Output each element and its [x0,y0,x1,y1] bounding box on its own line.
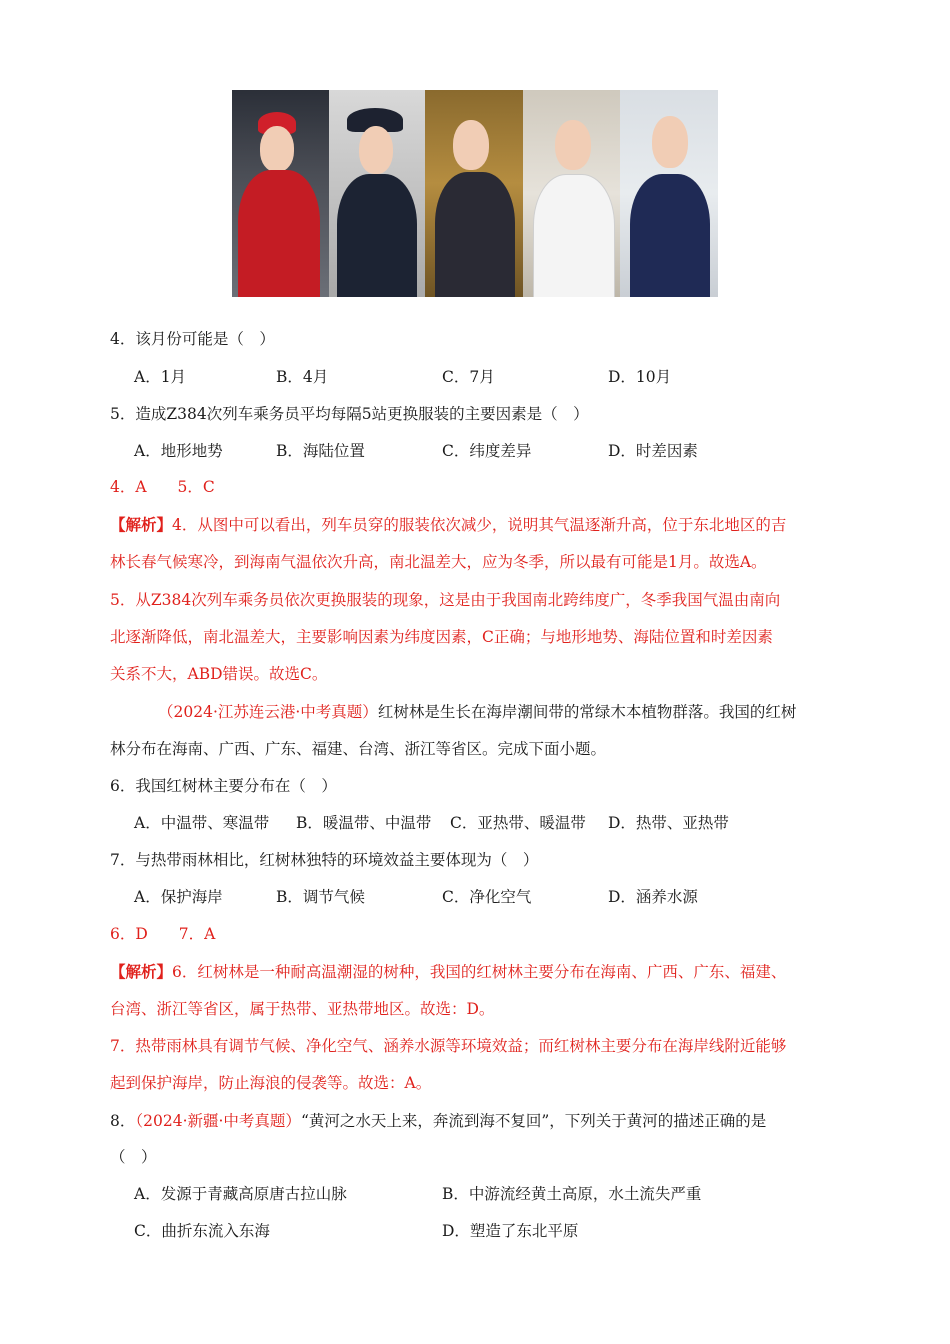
explanation-5-line-3: 关系不大，ABD错误。故选C。 [110,665,328,683]
question-7-stem: 7．与热带雨林相比，红树林独特的环境效益主要体现为（ ） [110,851,539,869]
photo-panel-dark-uniform [425,90,523,297]
question-8-paren: （ ） [110,1148,157,1166]
photo-panel-white-shirt [523,90,620,297]
source-xinjiang: （2024·新疆·中考真题） [135,1112,301,1130]
q8-option-d: D．塑造了东北平原 [442,1222,579,1240]
q6-option-d: D．热带、亚热带 [608,814,729,832]
explanation-6-line-2: 台湾、浙江等省区，属于热带、亚热带地区。故选：D。 [110,1000,495,1018]
question-8-stem: “黄河之水天上来，奔流到海不复回”，下列关于黄河的描述正确的是 [300,1112,767,1130]
attendants-photo-strip [232,90,718,297]
answers-6-7: 6．D 7．A [110,925,216,943]
q4-option-b: B．4月 [276,368,329,386]
explanation-tag-6-7: 【解析】 [110,962,173,981]
photo-panel-navy-coat [329,90,425,297]
explanation-6-line-1: 6．红树林是一种耐高温潮湿的树种，我国的红树林主要分布在海南、广西、广东、福建、 [172,963,787,981]
q7-option-b: B．调节气候 [276,888,365,906]
question-8-number: 8． [110,1112,136,1130]
question-5-stem: 5．造成Z384次列车乘务员平均每隔5站更换服装的主要因素是（ ） [110,405,589,423]
q6-option-a: A．中温带、寒温带 [134,814,270,832]
q8-option-b: B．中游流经黄土高原，水土流失严重 [442,1185,702,1203]
explanation-7-line-2: 起到保护海岸，防止海浪的侵袭等。故选：A。 [110,1074,432,1092]
explanation-tag-4-5: 【解析】 [110,515,173,534]
photo-panel-navy-dress [620,90,718,297]
q4-option-c: C．7月 [442,368,495,386]
explanation-7-line-1: 7．热带雨林具有调节气候、净化空气、涵养水源等环境效益；而红树林主要分布在海岸线附近能够 [110,1037,787,1055]
q5-option-c: C．纬度差异 [442,442,532,460]
q7-option-d: D．涵养水源 [608,888,698,906]
q4-option-a: A．1月 [134,368,187,386]
intro-6-7-line-2: 林分布在海南、广西、广东、福建、台湾、浙江等省区。完成下面小题。 [110,740,607,758]
source-jiangsu-lianyungang: （2024·江苏连云港·中考真题） [158,703,378,721]
q4-option-d: D．10月 [608,368,672,386]
q6-option-b: B．暖温带、中温带 [296,814,432,832]
explanation-4-line-2: 林长春气候寒冷，到海南气温依次升高，南北温差大，应为冬季，所以最有可能是1月。故选A。 [110,553,767,571]
q7-option-c: C．净化空气 [442,888,532,906]
q5-option-d: D．时差因素 [608,442,698,460]
q8-option-a: A．发源于青藏高原唐古拉山脉 [134,1185,347,1203]
explanation-4-line-1: 4．从图中可以看出，列车员穿的服装依次减少，说明其气温逐渐升高，位于东北地区的吉 [172,516,787,534]
answers-4-5: 4．A 5．C [110,478,215,496]
explanation-5-line-1: 5．从Z384次列车乘务员依次更换服装的现象，这是由于我国南北跨纬度广，冬季我国气温由南向 [110,591,781,609]
q5-option-b: B．海陆位置 [276,442,365,460]
intro-6-7-line-1: 红树林是生长在海岸潮间带的常绿木本植物群落。我国的红树 [377,703,797,721]
question-6-stem: 6．我国红树林主要分布在（ ） [110,777,337,795]
question-4-stem: 4．该月份可能是（ ） [110,330,275,348]
explanation-5-line-2: 北逐渐降低，南北温差大，主要影响因素为纬度因素，C正确；与地形地势、海陆位置和时差因素 [110,628,773,646]
q6-option-c: C．亚热带、暖温带 [450,814,586,832]
photo-panel-red-coat [232,90,329,297]
q7-option-a: A．保护海岸 [134,888,223,906]
q8-option-c: C．曲折东流入东海 [134,1222,270,1240]
q5-option-a: A．地形地势 [134,442,223,460]
